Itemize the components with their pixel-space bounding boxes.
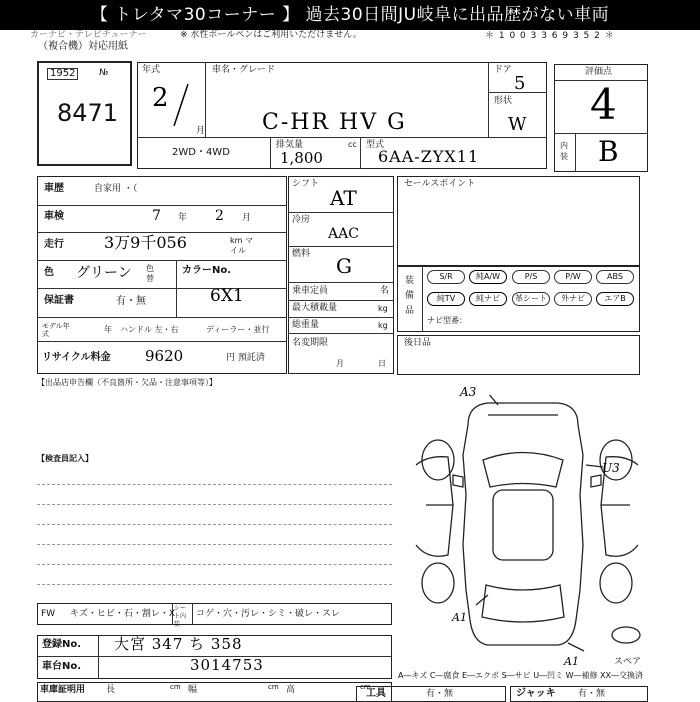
shape-label: 形状 (494, 96, 513, 106)
handle-side: ハンドル 左・右 (120, 325, 179, 334)
displacement-value: 1,800 (280, 149, 323, 167)
recycle-unit: 円 預託済 (226, 353, 265, 363)
damage-mark-right: U3 (602, 461, 620, 475)
equip-abs: ABS (596, 270, 634, 284)
model-year-label: モデル年式 (42, 322, 70, 338)
color-no-value: 6X1 (210, 286, 244, 306)
score-label: 評価点 (585, 67, 613, 77)
navi-model-label: ナビ型番： (427, 316, 467, 325)
reg-deadline-month: 月 (336, 359, 344, 368)
seller-note-label: 【出品店申告欄（不良箇所・欠品・注意事項等）】 (37, 378, 217, 387)
damage-legend: A―キズ C―腐食 E―エクボ S―サビ U―凹ミ W―補修 XX―交換済 (398, 671, 644, 680)
inspector-label: 【検査員記入】 (37, 454, 93, 463)
inspection-year: 7 (152, 208, 161, 224)
equip-sunroof: S/R (427, 270, 465, 284)
chassis-label: 車台No. (42, 661, 82, 672)
drive-label: 2WD・4WD (172, 147, 230, 158)
jack-label: ジャッキ (516, 688, 556, 699)
color-label: 色 (44, 267, 54, 278)
seat-label: シート内装 (174, 605, 187, 628)
cert-width-label: 幅 (188, 685, 198, 695)
color-value: グリーン (76, 265, 132, 281)
history-value: 自家用 ・（ (94, 184, 138, 194)
mileage-unit: km マイル (230, 236, 253, 255)
month-unit: 月 (196, 126, 206, 136)
shape-value: W (508, 114, 527, 135)
year-value: 2 (152, 83, 169, 113)
equipment-label: 装備品 (405, 276, 415, 316)
mileage-label: 走行 (44, 239, 64, 250)
equip-power-window: P/W (554, 270, 592, 284)
fw-label: FW (41, 609, 56, 619)
shift-label: シフト (292, 179, 320, 189)
type-value: 6AA-ZYX11 (378, 147, 480, 166)
capacity-unit: 名 (380, 286, 390, 296)
model-value: C-HR HV G (262, 110, 407, 135)
equip-genuine-tv: 純TV (427, 292, 465, 306)
certificate-label: 車庫証明用 (40, 685, 86, 695)
interior-value: B (598, 135, 619, 168)
inspection-month-unit: 月 (242, 213, 252, 223)
later-day-label: 後日品 (404, 338, 432, 348)
equip-airbag: エアB (596, 292, 634, 306)
model-label: 車名・グレード (212, 65, 276, 75)
tool-value: 有・無 (426, 689, 454, 699)
equip-alloy-wheel: 純A/W (469, 270, 507, 284)
damage-mark-rear: A1 (564, 655, 579, 668)
ac-label: 冷房 (292, 215, 311, 225)
shift-value: AT (330, 186, 357, 210)
door-label: ドア (494, 65, 512, 75)
top-note-left: カーナビ・テレビチューナー (30, 30, 147, 40)
jack-value: 有・無 (578, 689, 606, 699)
mileage-value: 3万9千056 (104, 233, 187, 252)
registration-label: 登録No. (42, 639, 82, 650)
load-label: 最大積載量 (292, 303, 338, 313)
inspection-month: 2 (215, 208, 224, 224)
inspection-year-unit: 年 (178, 213, 188, 223)
tool-label: 工具 (366, 688, 386, 699)
inspection-label: 車検 (44, 211, 64, 222)
equip-aftermarket-navi: 外ナビ (554, 292, 592, 306)
warranty-label: 保証書 (44, 295, 74, 306)
reg-deadline-day: 日 (378, 359, 386, 368)
equip-leather-seat: 革シート (512, 292, 550, 306)
fuel-value: G (336, 254, 352, 278)
score-value: 4 (590, 80, 617, 129)
door-value: 5 (514, 73, 526, 94)
warranty-value: 有・無 (116, 296, 146, 307)
top-note-mid: ※ 水性ボールペンはご利用いただけません。 (180, 30, 362, 40)
ac-value: AAC (328, 226, 359, 242)
lot-number: 8471 (57, 99, 119, 127)
cert-height-unit: cm (360, 683, 371, 691)
equip-genuine-navi: 純ナビ (469, 292, 507, 306)
damage-mark-left-rear: A1 (452, 611, 467, 624)
auction-sheet (30, 30, 700, 700)
certificate-row (37, 682, 392, 702)
interior-label: 内装 (560, 141, 568, 161)
fw-items: キズ・ヒビ・石・割レ・X (70, 609, 175, 619)
cert-height-label: 高 (286, 685, 296, 695)
lot-box (37, 61, 132, 166)
year-label: 年式 (142, 65, 161, 75)
cert-width-unit: cm (268, 683, 279, 691)
year-slash-mark (170, 82, 192, 128)
lot-suffix: № (99, 68, 109, 78)
spare-label: スペア (614, 657, 642, 667)
serial-number: ＊ 1 0 0 3 3 6 9 3 5 2 ＊ (485, 31, 615, 41)
cert-length-label: 長 (106, 685, 116, 695)
color-change: 色替 (146, 264, 154, 283)
displacement-label: 排気量 (276, 140, 304, 150)
chassis-value: 3014753 (190, 656, 264, 674)
registration-value: 大宮 347 ち 358 (114, 635, 243, 653)
recycle-label: リサイクル料金 (42, 352, 111, 363)
capacity-label: 乗車定員 (292, 286, 329, 296)
history-label: 車歴 (44, 183, 64, 194)
color-no-label: カラーNo. (182, 265, 232, 276)
recycle-value: 9620 (145, 347, 184, 365)
damage-mark-front: A3 (460, 385, 477, 399)
lot-small: 1952 (47, 68, 78, 80)
later-day-box (397, 335, 640, 375)
type-label: 型式 (366, 140, 385, 150)
page-banner: 【 トレタマ30コーナー 】 過去30日間JU岐阜に出品歴がない車両 (0, 0, 700, 30)
form-label: （複合機）対応用紙 (38, 41, 128, 52)
seat-items: コゲ・穴・汚レ・シミ・破レ・スレ (196, 609, 341, 619)
car-damage-diagram (408, 395, 648, 655)
model-year-unit: 年 (104, 325, 112, 334)
weight-label: 総重量 (292, 320, 320, 330)
sales-point-box (397, 176, 640, 266)
cert-length-unit: cm (170, 683, 181, 691)
reg-deadline-label: 名変期限 (292, 338, 329, 348)
fuel-label: 燃料 (292, 249, 311, 259)
dealer-type: ディーラー・並行 (206, 325, 270, 334)
weight-unit: kg (378, 321, 388, 330)
sales-point-label: セールスポイント (404, 179, 476, 189)
displacement-unit: cc (348, 140, 357, 149)
load-unit: kg (378, 304, 388, 313)
equip-power-steering: P/S (512, 270, 550, 284)
